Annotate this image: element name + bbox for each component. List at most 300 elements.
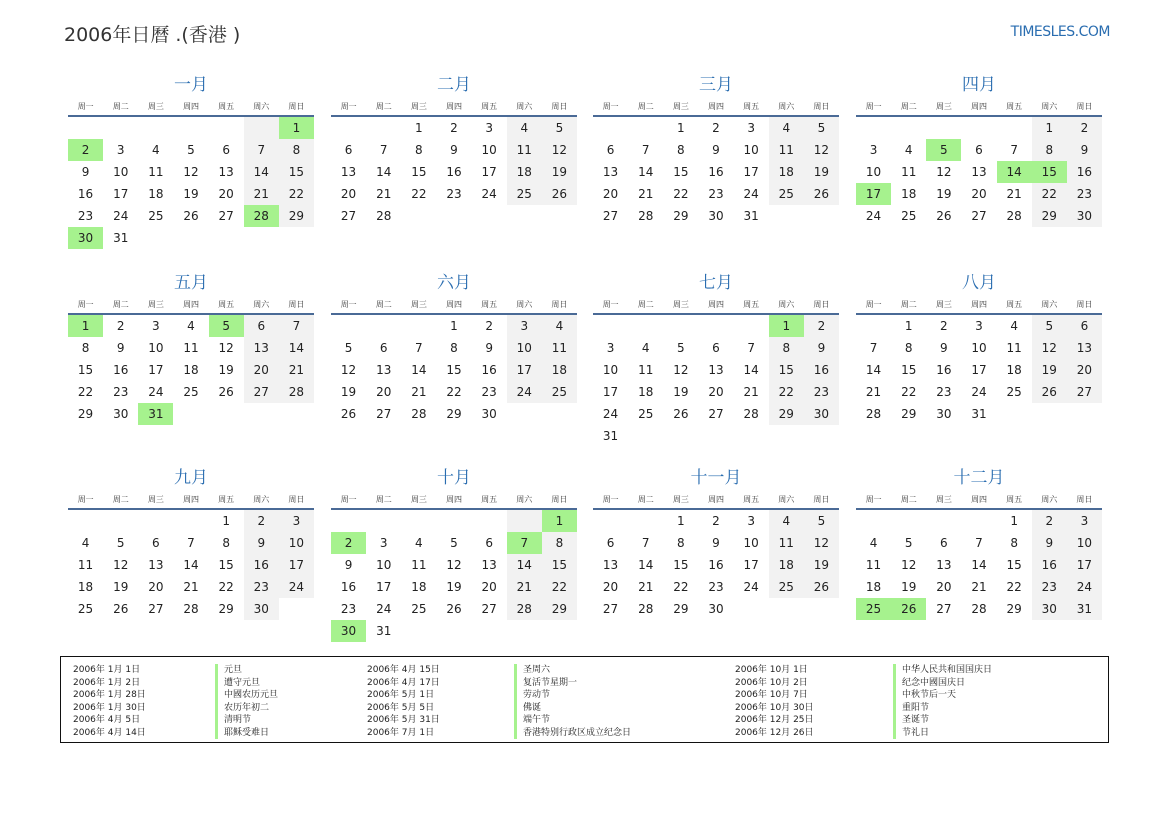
day-cell: 17	[602, 385, 619, 399]
empty-cell	[961, 510, 996, 532]
month-block	[856, 73, 1102, 227]
day-cell: 5	[904, 536, 913, 550]
legend-dates-col-3	[735, 664, 814, 739]
day-cell: 15	[901, 363, 917, 377]
weekday-label: 周六	[253, 102, 270, 111]
empty-cell	[1067, 403, 1102, 425]
day-cell: 28	[507, 598, 542, 620]
holiday-date: 2006年 1月 1日	[73, 665, 141, 675]
day-cell: 7	[507, 532, 542, 554]
day-cell: 2	[68, 139, 103, 161]
day-cell: 29	[901, 407, 917, 421]
day-cell: 21	[183, 580, 199, 594]
day-cell: 7	[279, 315, 314, 337]
day-cell: 25	[183, 385, 199, 399]
day-cell: 3	[747, 121, 755, 135]
weekday-label: 周四	[182, 102, 199, 111]
day-cell: 10	[1067, 532, 1102, 554]
day-cell: 11	[148, 165, 164, 179]
day-cell: 2	[244, 510, 279, 532]
day-cell: 24	[743, 580, 759, 594]
day-cell: 18	[507, 161, 542, 183]
day-cell: 9	[804, 337, 839, 359]
day-cell: 31	[602, 429, 619, 443]
week-row	[856, 598, 1102, 620]
day-cell: 29	[279, 205, 314, 227]
month-weeks	[331, 315, 577, 425]
day-cell: 28	[743, 407, 759, 421]
week-row	[856, 381, 1102, 403]
day-cell: 3	[507, 315, 542, 337]
day-cell: 15	[77, 363, 94, 377]
holiday-date: 2006年 12月 26日	[735, 727, 814, 738]
day-cell: 5	[926, 139, 961, 161]
day-cell: 6	[606, 536, 615, 550]
empty-cell	[244, 227, 279, 249]
day-cell: 31	[113, 231, 129, 245]
day-cell: 5	[344, 341, 353, 355]
empty-cell	[542, 620, 577, 642]
week-row	[593, 205, 839, 227]
empty-cell	[891, 510, 926, 532]
day-cell: 27	[708, 407, 724, 421]
weekday-label: 周六	[253, 495, 270, 504]
day-cell: 29	[769, 403, 804, 425]
holiday-date: 2006年 10月 7日	[735, 690, 808, 700]
week-row	[68, 139, 314, 161]
holiday-name: 农历年初二	[215, 702, 278, 715]
day-cell: 14	[376, 165, 392, 179]
day-cell: 16	[340, 580, 357, 594]
day-cell: 26	[113, 602, 129, 616]
weekday-label: 周一	[602, 102, 619, 111]
weekday-header	[593, 492, 839, 510]
day-cell: 1	[450, 319, 458, 333]
day-cell: 7	[244, 139, 279, 161]
empty-cell	[331, 117, 366, 139]
day-cell: 30	[331, 620, 366, 642]
empty-cell	[507, 205, 542, 227]
week-row	[331, 337, 577, 359]
empty-cell	[593, 117, 628, 139]
day-cell: 9	[1067, 139, 1102, 161]
day-cell: 29	[673, 209, 689, 223]
day-cell: 30	[113, 407, 129, 421]
day-cell: 7	[415, 341, 423, 355]
day-cell: 29	[542, 598, 577, 620]
day-cell: 6	[152, 536, 160, 550]
day-cell: 3	[869, 143, 878, 157]
day-cell: 19	[901, 580, 917, 594]
holiday-legend	[60, 656, 1109, 743]
day-cell: 11	[638, 363, 654, 377]
day-cell: 24	[602, 407, 619, 421]
day-cell: 6	[1067, 315, 1102, 337]
day-cell: 20	[481, 580, 497, 594]
week-row	[68, 161, 314, 183]
empty-cell	[804, 205, 839, 227]
day-cell: 21	[638, 580, 654, 594]
week-row	[593, 381, 839, 403]
day-cell: 26	[218, 385, 234, 399]
day-cell: 1	[542, 510, 577, 532]
empty-cell	[366, 117, 401, 139]
day-cell: 27	[971, 209, 987, 223]
day-cell: 28	[376, 209, 392, 223]
month-weeks	[593, 510, 839, 620]
day-cell: 4	[152, 143, 160, 157]
day-cell: 11	[411, 558, 427, 572]
day-cell: 31	[971, 407, 987, 421]
empty-cell	[997, 117, 1032, 139]
day-cell: 10	[376, 558, 392, 572]
week-row	[593, 183, 839, 205]
holiday-name: 清明节	[215, 714, 278, 727]
holiday-name: 劳动节	[514, 689, 631, 702]
day-cell: 5	[116, 536, 125, 550]
day-cell: 20	[936, 580, 952, 594]
day-cell: 3	[747, 514, 755, 528]
weekday-label: 周一	[340, 495, 357, 504]
day-cell: 18	[769, 161, 804, 183]
day-cell: 13	[244, 337, 279, 359]
empty-cell	[542, 205, 577, 227]
day-cell: 16	[1067, 161, 1102, 183]
day-cell: 22	[1006, 580, 1022, 594]
weekday-label: 周四	[182, 300, 199, 309]
day-cell: 13	[376, 363, 392, 377]
day-cell: 1	[1032, 117, 1067, 139]
day-cell: 28	[638, 602, 654, 616]
day-cell: 21	[638, 187, 654, 201]
empty-cell	[209, 403, 244, 425]
day-cell: 12	[936, 165, 952, 179]
weekday-label: 周五	[743, 102, 760, 111]
day-cell: 19	[542, 161, 577, 183]
empty-cell	[401, 620, 436, 642]
week-row	[593, 425, 839, 447]
holiday-date: 2006年 5月 1日	[367, 690, 435, 700]
day-cell: 9	[116, 341, 125, 355]
weekday-label: 周五	[481, 102, 498, 111]
weekday-label: 周六	[253, 300, 270, 309]
weekday-label: 周二	[900, 495, 917, 504]
weekday-header	[856, 99, 1102, 117]
empty-cell	[734, 315, 769, 337]
day-cell: 27	[148, 602, 164, 616]
day-cell: 22	[279, 183, 314, 205]
day-cell: 6	[940, 536, 948, 550]
day-cell: 7	[187, 536, 195, 550]
day-cell: 27	[218, 209, 234, 223]
empty-cell	[173, 227, 208, 249]
week-row	[331, 359, 577, 381]
month-weeks	[68, 510, 314, 620]
week-row	[68, 337, 314, 359]
day-cell: 14	[865, 363, 882, 377]
day-cell: 2	[485, 319, 493, 333]
day-cell: 21	[507, 576, 542, 598]
day-cell: 8	[677, 536, 685, 550]
day-cell: 21	[743, 385, 759, 399]
day-cell: 14	[997, 161, 1032, 183]
day-cell: 1	[415, 121, 423, 135]
day-cell: 30	[1067, 205, 1102, 227]
month-name: 二月	[437, 75, 471, 95]
weekday-label: 周一	[602, 495, 619, 504]
day-cell: 20	[602, 187, 619, 201]
holiday-date: 2006年 4月 17日	[367, 677, 440, 688]
week-row	[331, 315, 577, 337]
day-cell: 19	[1032, 359, 1067, 381]
day-cell: 15	[411, 165, 427, 179]
day-cell: 13	[1067, 337, 1102, 359]
day-cell: 3	[1067, 510, 1102, 532]
page-title: 2006年日曆 .(香港 )	[64, 24, 241, 46]
day-cell: 29	[77, 407, 94, 421]
week-row	[593, 510, 839, 532]
weekday-label: 周三	[672, 495, 689, 504]
day-cell: 16	[77, 187, 94, 201]
weekday-label: 周日	[813, 495, 830, 504]
day-cell: 27	[602, 209, 619, 223]
day-cell: 9	[81, 165, 90, 179]
day-cell: 5	[542, 117, 577, 139]
week-row	[856, 359, 1102, 381]
holiday-date: 2006年 4月 15日	[367, 665, 440, 675]
day-cell: 3	[606, 341, 615, 355]
empty-cell	[593, 315, 628, 337]
week-row	[593, 359, 839, 381]
week-row	[68, 315, 314, 337]
weekday-label: 周三	[147, 300, 164, 309]
weekday-label: 周六	[516, 300, 533, 309]
month-block	[331, 466, 577, 642]
day-cell: 14	[507, 554, 542, 576]
weekday-label: 周五	[218, 300, 235, 309]
month-name: 一月	[174, 75, 208, 95]
empty-cell	[366, 510, 401, 532]
weekday-header	[856, 492, 1102, 510]
day-cell: 28	[411, 407, 427, 421]
day-cell: 8	[1010, 536, 1018, 550]
month-weeks	[856, 510, 1102, 620]
weekday-header	[593, 297, 839, 315]
day-cell: 3	[279, 510, 314, 532]
day-cell: 28	[638, 209, 654, 223]
day-cell: 7	[379, 143, 388, 157]
day-cell: 9	[244, 532, 279, 554]
day-cell: 23	[936, 385, 952, 399]
day-cell: 26	[673, 407, 689, 421]
day-cell: 22	[218, 580, 234, 594]
empty-cell	[769, 598, 804, 620]
day-cell: 6	[244, 315, 279, 337]
day-cell: 3	[152, 319, 160, 333]
day-cell: 17	[113, 187, 129, 201]
day-cell: 1	[677, 121, 685, 135]
month-weeks	[856, 315, 1102, 425]
week-row	[593, 139, 839, 161]
week-row	[593, 532, 839, 554]
day-cell: 29	[446, 407, 462, 421]
day-cell: 3	[485, 121, 493, 135]
weekday-label: 周四	[707, 300, 724, 309]
empty-cell	[68, 117, 103, 139]
holiday-name: 端午节	[514, 714, 631, 727]
empty-cell	[401, 510, 436, 532]
day-cell: 26	[183, 209, 199, 223]
empty-cell	[593, 510, 628, 532]
day-cell: 23	[77, 209, 94, 223]
weekday-label: 周二	[375, 495, 392, 504]
day-cell: 8	[904, 341, 913, 355]
month-name: 十二月	[953, 468, 1005, 488]
weekday-label: 周日	[551, 300, 568, 309]
day-cell: 11	[542, 337, 577, 359]
day-cell: 2	[331, 532, 366, 554]
day-cell: 18	[901, 187, 917, 201]
week-row	[593, 337, 839, 359]
day-cell: 25	[901, 209, 917, 223]
day-cell: 5	[804, 510, 839, 532]
month-block	[856, 271, 1102, 425]
day-cell: 13	[148, 558, 164, 572]
day-cell: 10	[743, 143, 759, 157]
weekday-label: 周二	[900, 102, 917, 111]
day-cell: 21	[971, 580, 987, 594]
day-cell: 8	[542, 532, 577, 554]
day-cell: 28	[183, 602, 199, 616]
day-cell: 30	[68, 227, 103, 249]
month-block	[593, 466, 839, 620]
weekday-label: 周一	[865, 495, 882, 504]
brand-link[interactable]: TIMESLES.COM	[1010, 24, 1110, 40]
holiday-name: 元旦	[215, 664, 278, 677]
empty-cell	[628, 510, 663, 532]
month-name: 六月	[437, 273, 471, 293]
day-cell: 12	[218, 341, 234, 355]
weekday-header	[331, 297, 577, 315]
weekday-label: 周四	[970, 300, 987, 309]
weekday-label: 周一	[865, 102, 882, 111]
day-cell: 6	[975, 143, 983, 157]
day-cell: 22	[901, 385, 917, 399]
day-cell: 21	[1006, 187, 1022, 201]
week-row	[856, 205, 1102, 227]
month-weeks	[856, 117, 1102, 227]
day-cell: 31	[743, 209, 759, 223]
holiday-name: 纪念中國国庆日	[893, 677, 992, 690]
day-cell: 12	[673, 363, 689, 377]
day-cell: 11	[769, 139, 804, 161]
day-cell: 14	[411, 363, 427, 377]
holiday-name: 节礼日	[893, 727, 992, 740]
day-cell: 11	[901, 165, 917, 179]
day-cell: 2	[450, 121, 458, 135]
week-row	[68, 576, 314, 598]
day-cell: 26	[340, 407, 357, 421]
day-cell: 27	[481, 602, 497, 616]
legend-dates-col-1	[73, 664, 146, 739]
weekday-label: 周五	[1006, 102, 1023, 111]
day-cell: 1	[68, 315, 103, 337]
week-row	[856, 139, 1102, 161]
day-cell: 25	[148, 209, 164, 223]
week-row	[856, 576, 1102, 598]
day-cell: 17	[1067, 554, 1102, 576]
weekday-label: 周日	[288, 102, 305, 111]
empty-cell	[856, 510, 891, 532]
week-row	[68, 532, 314, 554]
empty-cell	[856, 315, 891, 337]
day-cell: 7	[1010, 143, 1018, 157]
day-cell: 29	[218, 602, 234, 616]
day-cell: 1	[904, 319, 913, 333]
day-cell: 25	[769, 183, 804, 205]
week-row	[331, 161, 577, 183]
day-cell: 11	[1006, 341, 1022, 355]
day-cell: 15	[673, 558, 689, 572]
empty-cell	[279, 403, 314, 425]
empty-cell	[173, 510, 208, 532]
weekday-label: 周六	[1041, 102, 1058, 111]
day-cell: 25	[507, 183, 542, 205]
holiday-name: 重阳节	[893, 702, 992, 715]
weekday-label: 周三	[410, 102, 427, 111]
day-cell: 17	[743, 165, 759, 179]
day-cell: 20	[218, 187, 234, 201]
week-row	[331, 532, 577, 554]
weekday-label: 周日	[1076, 300, 1093, 309]
weekday-label: 周一	[602, 300, 619, 309]
day-cell: 4	[415, 536, 423, 550]
weekday-label: 周一	[865, 300, 882, 309]
day-cell: 17	[856, 183, 891, 205]
day-cell: 4	[81, 536, 90, 550]
weekday-label: 周三	[410, 300, 427, 309]
day-cell: 8	[1032, 139, 1067, 161]
day-cell: 23	[708, 187, 724, 201]
weekday-label: 周日	[813, 102, 830, 111]
day-cell: 24	[865, 209, 882, 223]
week-row	[331, 403, 577, 425]
weekday-label: 周四	[182, 495, 199, 504]
day-cell: 13	[481, 558, 497, 572]
day-cell: 2	[940, 319, 948, 333]
day-cell: 5	[1032, 315, 1067, 337]
weekday-label: 周五	[481, 300, 498, 309]
day-cell: 14	[183, 558, 199, 572]
day-cell: 19	[673, 385, 689, 399]
weekday-label: 周六	[778, 102, 795, 111]
day-cell: 18	[865, 580, 882, 594]
day-cell: 23	[804, 381, 839, 403]
day-cell: 25	[411, 602, 427, 616]
week-row	[68, 117, 314, 139]
holiday-name: 圣诞节	[893, 714, 992, 727]
day-cell: 20	[376, 385, 392, 399]
day-cell: 12	[340, 363, 357, 377]
weekday-label: 周二	[375, 102, 392, 111]
weekday-label: 周日	[551, 495, 568, 504]
weekday-label: 周四	[445, 495, 462, 504]
week-row	[331, 183, 577, 205]
day-cell: 25	[856, 598, 891, 620]
day-cell: 21	[865, 385, 882, 399]
weekday-label: 周六	[1041, 300, 1058, 309]
day-cell: 30	[1032, 598, 1067, 620]
